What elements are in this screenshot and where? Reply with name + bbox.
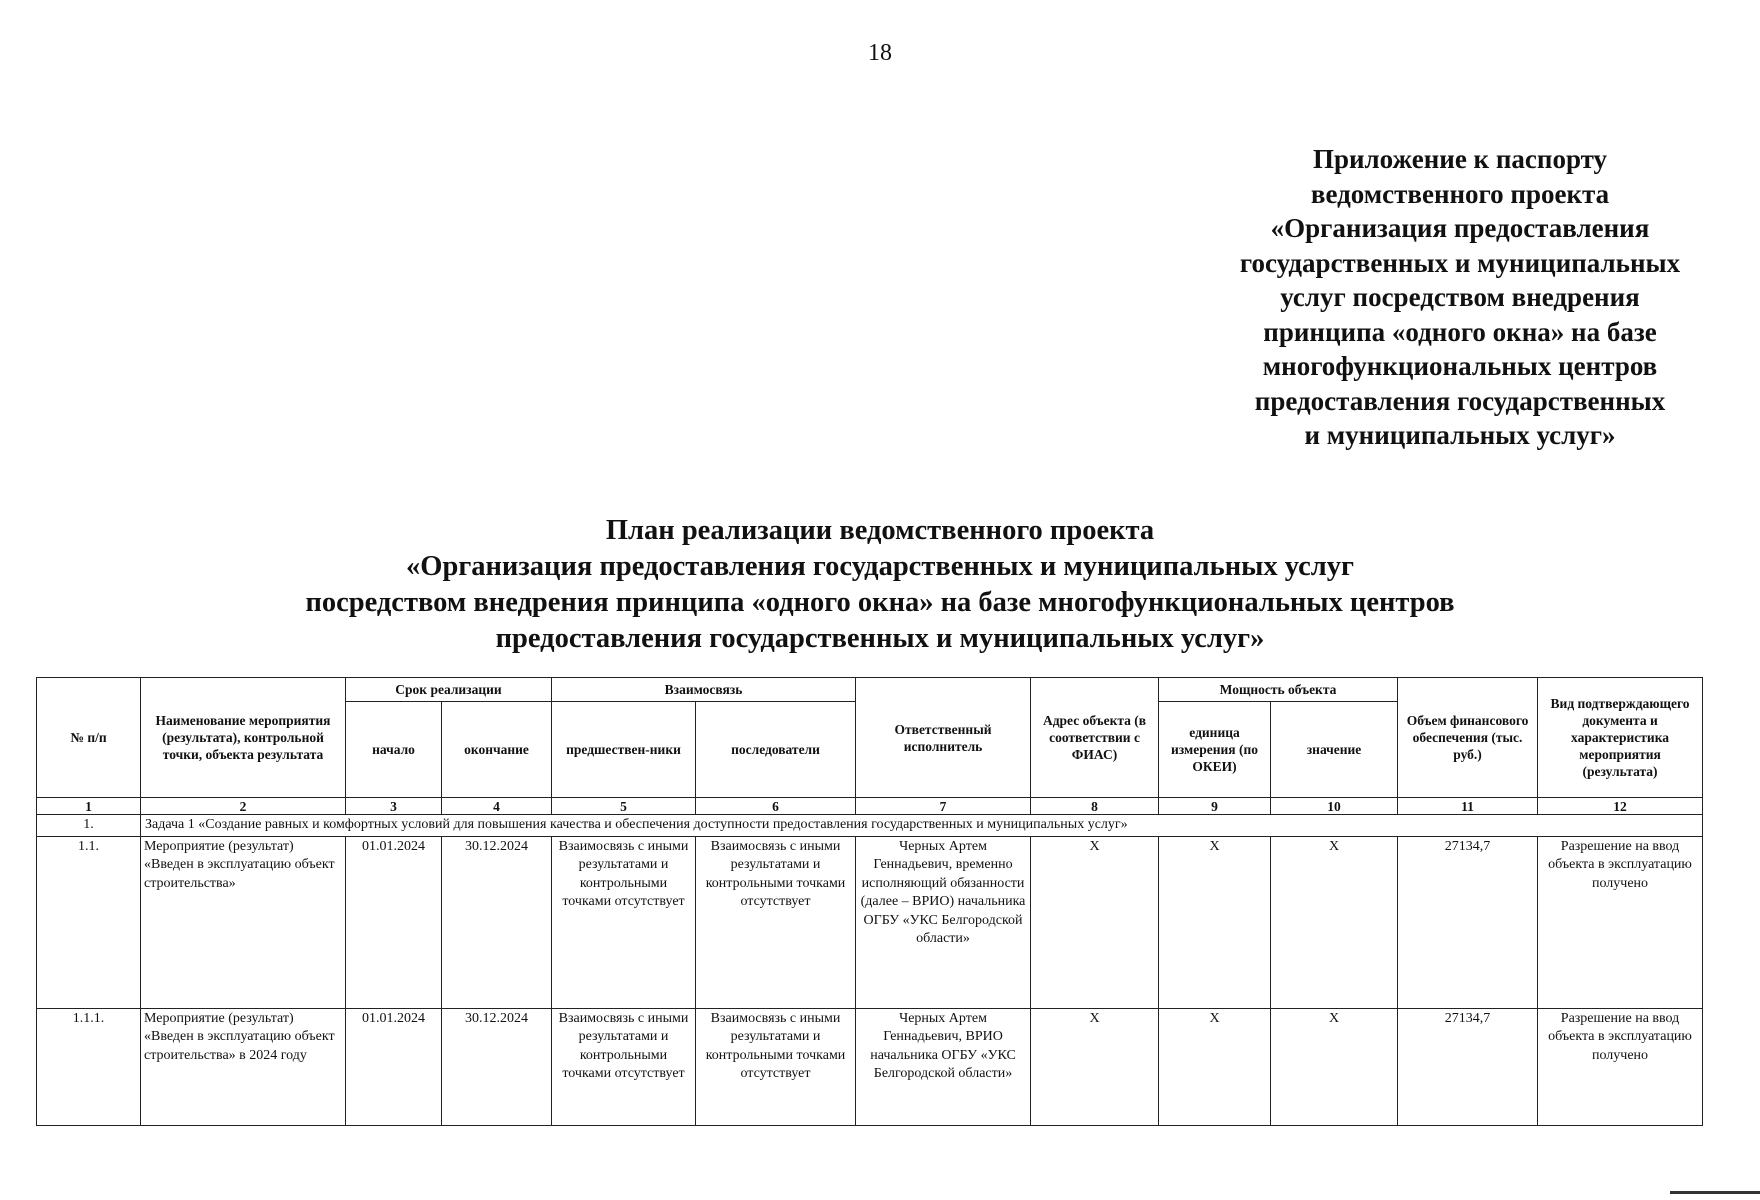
header-term-group: Срок реализации (346, 678, 552, 702)
column-number: 10 (1271, 798, 1398, 815)
row-value: Х (1271, 1008, 1398, 1125)
row-funding: 27134,7 (1398, 1008, 1538, 1125)
row-responsible: Черных Артем Геннадьевич, ВРИО начальника ОГБУ «УКС Белгородской области» (856, 1008, 1031, 1125)
header-start: начало (346, 702, 442, 798)
column-number: 2 (141, 798, 346, 815)
row-address: Х (1031, 1008, 1159, 1125)
task-row (37, 815, 1703, 837)
column-number: 11 (1398, 798, 1538, 815)
header-num: № п/п (37, 678, 141, 798)
header-document: Вид подтверждающего документа и характеристика мероприятия (результата) (1538, 678, 1703, 798)
header-unit: единица измерения (по ОКЕИ) (1159, 702, 1271, 798)
header-relation-group: Взаимосвязь (552, 678, 856, 702)
plan-title (180, 513, 1580, 657)
column-number: 8 (1031, 798, 1159, 815)
appendix-line: ведомственного проекта (1310, 178, 1610, 209)
task-num: 1. (37, 815, 141, 837)
appendix-line: и муниципальных услуг» (1304, 420, 1616, 450)
header-predecessors: предшествен-ники (552, 702, 696, 798)
table-row (37, 1008, 1703, 1125)
appendix-line: «Организация предоставления (1270, 213, 1650, 243)
scan-edge-line (1670, 1191, 1760, 1194)
plan-title-line: План реализации ведомственного проекта (605, 515, 1155, 546)
plan-title-line: посредством внедрения принципа «одного окна» на базе многофункциональных центров (305, 587, 1455, 618)
appendix-line: многофункциональных центров (1262, 351, 1658, 381)
plan-title-line: предоставления государственных и муниципальных услуг» (495, 623, 1265, 654)
appendix-line: принципа «одного окна» на базе (1263, 316, 1657, 347)
row-unit: Х (1159, 836, 1271, 1008)
implementation-plan-table (36, 677, 1703, 1126)
row-value: Х (1271, 836, 1398, 1008)
header-address: Адрес объекта (в соответствии с ФИАС) (1031, 678, 1159, 798)
column-number: 12 (1538, 798, 1703, 815)
column-number: 4 (442, 798, 552, 815)
page-number: 18 (868, 40, 892, 66)
row-end: 30.12.2024 (442, 1008, 552, 1125)
row-num: 1.1.1. (37, 1008, 141, 1125)
appendix-line: услуг посредством внедрения (1280, 282, 1640, 312)
column-number: 6 (696, 798, 856, 815)
row-predecessors: Взаимосвязь с иными результатами и контрольными точками отсутствует (552, 836, 696, 1008)
header-funding: Объем финансового обеспечения (тыс. руб.) (1398, 678, 1538, 798)
column-number: 9 (1159, 798, 1271, 815)
header-end: окончание (442, 702, 552, 798)
column-number: 5 (552, 798, 696, 815)
row-successors: Взаимосвязь с иными результатами и контрольными точками отсутствует (696, 836, 856, 1008)
row-name: Мероприятие (результат) «Введен в эксплуатацию объект строительства» в 2024 году (141, 1008, 346, 1125)
header-name: Наименование мероприятия (результата), контрольной точки, объекта результата (141, 678, 346, 798)
row-end: 30.12.2024 (442, 836, 552, 1008)
row-funding: 27134,7 (1398, 836, 1538, 1008)
row-address: Х (1031, 836, 1159, 1008)
appendix-line: Приложение к паспорту (1312, 144, 1608, 174)
row-start: 01.01.2024 (346, 836, 442, 1008)
column-number: 1 (37, 798, 141, 815)
row-num: 1.1. (37, 836, 141, 1008)
column-number: 3 (346, 798, 442, 815)
row-unit: Х (1159, 1008, 1271, 1125)
column-number: 7 (856, 798, 1031, 815)
row-name: Мероприятие (результат) «Введен в эксплуатацию объект строительства» (141, 836, 346, 1008)
appendix-line: предоставления государственных (1254, 385, 1666, 416)
row-predecessors: Взаимосвязь с иными результатами и контрольными точками отсутствует (552, 1008, 696, 1125)
header-successors: последователи (696, 702, 856, 798)
row-start: 01.01.2024 (346, 1008, 442, 1125)
row-responsible: Черных Артем Геннадьевич, временно исполняющий обязанности (далее – ВРИО) начальника ОГБУ «УКС Белгородской области» (856, 836, 1031, 1008)
row-successors: Взаимосвязь с иными результатами и контрольными точками отсутствует (696, 1008, 856, 1125)
plan-title-line: «Организация предоставления государственных и муниципальных услуг (406, 551, 1354, 582)
header-responsible: Ответственный исполнитель (856, 678, 1031, 798)
table-row (37, 836, 1703, 1008)
row-document: Разрешение на ввод объекта в эксплуатацию получено (1538, 1008, 1703, 1125)
row-document: Разрешение на ввод объекта в эксплуатацию получено (1538, 836, 1703, 1008)
task-text: Задача 1 «Создание равных и комфортных условий для повышения качества и обеспечения доступности предоставления государственных и муниципальных услуг» (141, 815, 1703, 837)
header-value: значение (1271, 702, 1398, 798)
header-capacity-group: Мощность объекта (1159, 678, 1398, 702)
appendix-line: государственных и муниципальных (1239, 247, 1681, 278)
appendix-heading (1190, 142, 1730, 453)
